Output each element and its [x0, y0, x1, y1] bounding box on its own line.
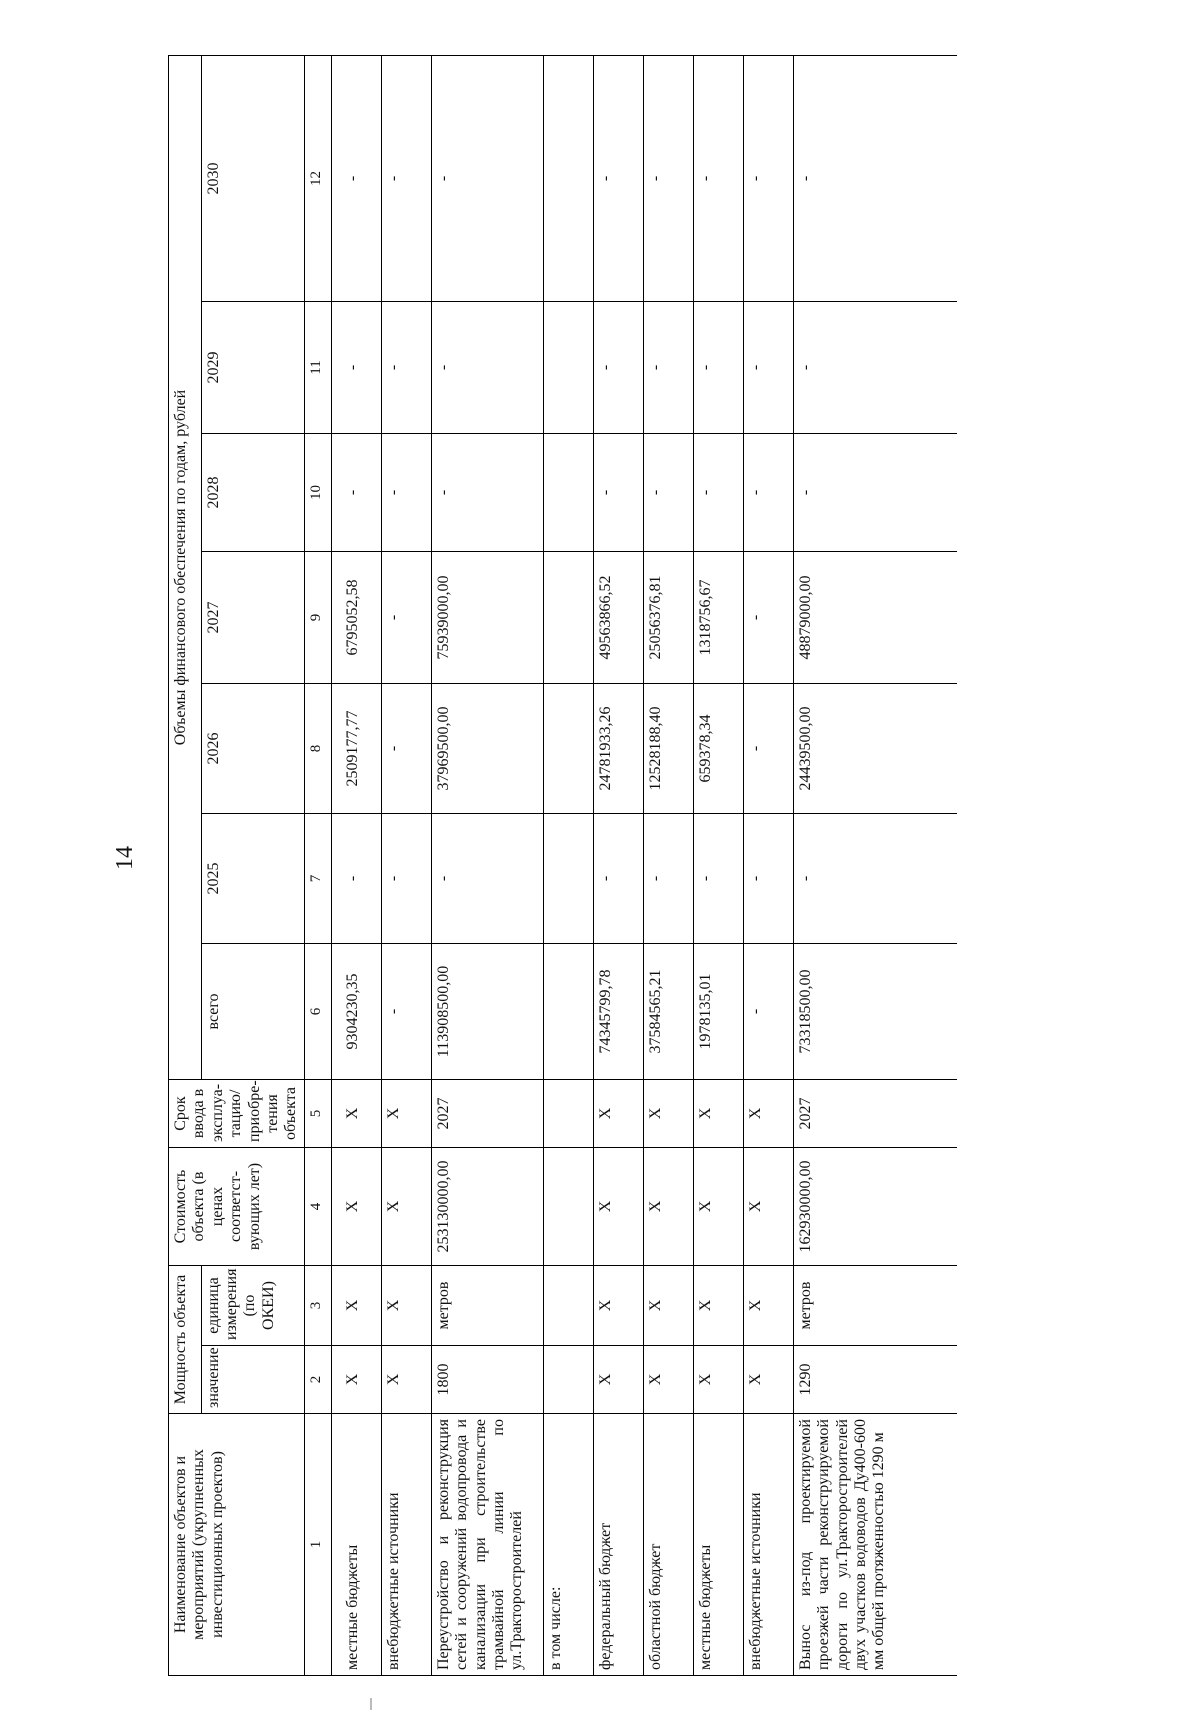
header-year-2027: 2027: [201, 552, 304, 684]
column-number: 2: [304, 1346, 331, 1414]
table-cell: Х: [693, 1346, 743, 1414]
table-cell: Х: [381, 1148, 431, 1266]
rotated-table-container: [168, 56, 988, 1676]
table-row: [643, 55, 693, 1675]
column-number: 5: [304, 1080, 331, 1148]
table-cell: 37584565,21: [643, 944, 693, 1080]
table-cell: [543, 684, 593, 814]
header-capacity-unit: единица измерения (по ОКЕИ): [201, 1266, 304, 1346]
table-row: [743, 55, 793, 1675]
row-name-cell: Переустройство и реконструкция сетей и сооружений водопровода и канализации при строительстве трамвайной линии по ул.Тракторостроителей: [431, 1414, 543, 1676]
table-cell: [543, 1266, 593, 1346]
table-cell: -: [743, 684, 793, 814]
table-cell: Х: [331, 1266, 381, 1346]
header-financing: Объемы финансового обеспечения по годам, рублей: [169, 55, 202, 1079]
table-cell: -: [431, 302, 543, 434]
table-cell: -: [743, 944, 793, 1080]
column-number: 12: [304, 55, 331, 301]
table-cell: Х: [643, 1080, 693, 1148]
table-row: [793, 55, 957, 1675]
table-cell: 253130000,00: [431, 1148, 543, 1266]
row-name-cell: внебюджетные источники: [743, 1414, 793, 1676]
row-name-cell: в том числе:: [543, 1414, 593, 1676]
table-cell: [543, 434, 593, 552]
header-year-2029: 2029: [201, 302, 304, 434]
table-row: [543, 55, 593, 1675]
table-cell: Х: [743, 1080, 793, 1148]
table-cell: -: [693, 302, 743, 434]
table-cell: 1800: [431, 1346, 543, 1414]
table-cell: -: [593, 814, 643, 944]
table-cell: -: [381, 814, 431, 944]
header-year-2025: 2025: [201, 814, 304, 944]
table-cell: Х: [643, 1266, 693, 1346]
table-cell: 162930000,00: [793, 1148, 957, 1266]
column-number: 8: [304, 684, 331, 814]
table-cell: Х: [381, 1080, 431, 1148]
table-cell: 24439500,00: [793, 684, 957, 814]
table-cell: -: [331, 814, 381, 944]
column-number: 10: [304, 434, 331, 552]
table-cell: Х: [743, 1346, 793, 1414]
table-cell: Х: [743, 1148, 793, 1266]
table-row: [331, 55, 381, 1675]
page-number: 14: [112, 846, 138, 870]
table-cell: [543, 814, 593, 944]
table-cell: -: [743, 552, 793, 684]
header-deadline: Срок ввода в эксплуа-тацию/ приобре-тения объекта: [169, 1080, 305, 1148]
table-cell: 113908500,00: [431, 944, 543, 1080]
table-cell: -: [381, 684, 431, 814]
table-cell: Х: [643, 1346, 693, 1414]
table-cell: 12528188,40: [643, 684, 693, 814]
table-cell: -: [693, 55, 743, 301]
table-row: [381, 55, 431, 1675]
table-cell: [543, 1080, 593, 1148]
table-cell: Х: [331, 1080, 381, 1148]
table-cell: Х: [643, 1148, 693, 1266]
table-row: [593, 55, 643, 1675]
table-cell: Х: [381, 1346, 431, 1414]
header-year-2026: 2026: [201, 684, 304, 814]
table-cell: -: [793, 434, 957, 552]
row-name-cell: местные бюджеты: [331, 1414, 381, 1676]
table-cell: -: [643, 302, 693, 434]
header-year-2028: 2028: [201, 434, 304, 552]
table-cell: 2027: [793, 1080, 957, 1148]
table-cell: 37969500,00: [431, 684, 543, 814]
table-cell: -: [381, 434, 431, 552]
header-year-2030: 2030: [201, 55, 304, 301]
table-cell: -: [743, 434, 793, 552]
table-body: [331, 55, 957, 1675]
table-cell: 25056376,81: [643, 552, 693, 684]
table-cell: -: [793, 55, 957, 301]
header-total: всего: [201, 944, 304, 1080]
table-cell: Х: [331, 1148, 381, 1266]
table-cell: 1290: [793, 1346, 957, 1414]
table-cell: [543, 55, 593, 301]
table-cell: -: [331, 302, 381, 434]
table-cell: -: [593, 55, 643, 301]
table-cell: Х: [593, 1080, 643, 1148]
table-cell: -: [793, 302, 957, 434]
table-cell: 6795052,58: [331, 552, 381, 684]
table-cell: -: [793, 814, 957, 944]
table-cell: 9304230,35: [331, 944, 381, 1080]
table-cell: 24781933,26: [593, 684, 643, 814]
table-cell: -: [743, 302, 793, 434]
table-cell: -: [593, 302, 643, 434]
table-cell: -: [643, 55, 693, 301]
table-cell: [543, 1346, 593, 1414]
table-cell: Х: [693, 1266, 743, 1346]
column-number: 1: [304, 1414, 331, 1676]
table-cell: 48879000,00: [793, 552, 957, 684]
table-cell: 73318500,00: [793, 944, 957, 1080]
table-cell: -: [643, 434, 693, 552]
column-number: 9: [304, 552, 331, 684]
column-number: 7: [304, 814, 331, 944]
table-cell: -: [693, 434, 743, 552]
table-cell: 2027: [431, 1080, 543, 1148]
header-cost: Стоимость объекта (в ценах соответст-вующих лет): [169, 1148, 305, 1266]
table-cell: 49563866,52: [593, 552, 643, 684]
table-cell: [543, 302, 593, 434]
table-cell: 1978135,01: [693, 944, 743, 1080]
header-name: Наименование объектов и мероприятий (укрупненных инвестиционных проектов): [169, 1414, 305, 1676]
table-cell: 2509177,77: [331, 684, 381, 814]
table-cell: -: [693, 814, 743, 944]
table-row: [431, 55, 543, 1675]
table-cell: Х: [331, 1346, 381, 1414]
row-name-cell: местные бюджеты: [693, 1414, 743, 1676]
column-number: 3: [304, 1266, 331, 1346]
scan-mark: [370, 1698, 372, 1710]
column-number: 4: [304, 1148, 331, 1266]
table-cell: Х: [693, 1080, 743, 1148]
table-cell: Х: [743, 1266, 793, 1346]
table-cell: -: [381, 944, 431, 1080]
table-cell: -: [743, 55, 793, 301]
table-cell: 74345799,78: [593, 944, 643, 1080]
table-cell: -: [331, 434, 381, 552]
table-cell: Х: [693, 1148, 743, 1266]
header-capacity: Мощность объекта: [169, 1266, 202, 1414]
table-cell: Х: [593, 1266, 643, 1346]
table-cell: -: [381, 55, 431, 301]
table-cell: Х: [593, 1148, 643, 1266]
table-cell: -: [743, 814, 793, 944]
table-cell: -: [431, 434, 543, 552]
financing-table: [168, 55, 957, 1676]
table-cell: метров: [431, 1266, 543, 1346]
row-name-cell: областной бюджет: [643, 1414, 693, 1676]
table-cell: Х: [593, 1346, 643, 1414]
table-cell: -: [643, 814, 693, 944]
table-cell: -: [593, 434, 643, 552]
table-cell: метров: [793, 1266, 957, 1346]
row-name-cell: внебюджетные источники: [381, 1414, 431, 1676]
table-cell: [543, 552, 593, 684]
table-row: [693, 55, 743, 1675]
table-cell: Х: [381, 1266, 431, 1346]
column-number: 11: [304, 302, 331, 434]
row-name-cell: федеральный бюджет: [593, 1414, 643, 1676]
table-cell: 1318756,67: [693, 552, 743, 684]
table-cell: -: [431, 55, 543, 301]
table-cell: 659378,34: [693, 684, 743, 814]
column-number: 6: [304, 944, 331, 1080]
table-cell: -: [331, 55, 381, 301]
header-capacity-value: значение: [201, 1346, 304, 1414]
table-cell: [543, 944, 593, 1080]
table-cell: -: [431, 814, 543, 944]
row-name-cell: Вынос из-под проектируемой проезжей части реконструируемой дороги по ул.Тракторостроителей двух участков водоводов Ду400-600 мм общей протяженностью 1290 м: [793, 1414, 957, 1676]
table-cell: -: [381, 302, 431, 434]
table-cell: -: [381, 552, 431, 684]
table-cell: [543, 1148, 593, 1266]
table-header: [169, 55, 332, 1675]
table-cell: 75939000,00: [431, 552, 543, 684]
column-number-row: [304, 55, 331, 1675]
